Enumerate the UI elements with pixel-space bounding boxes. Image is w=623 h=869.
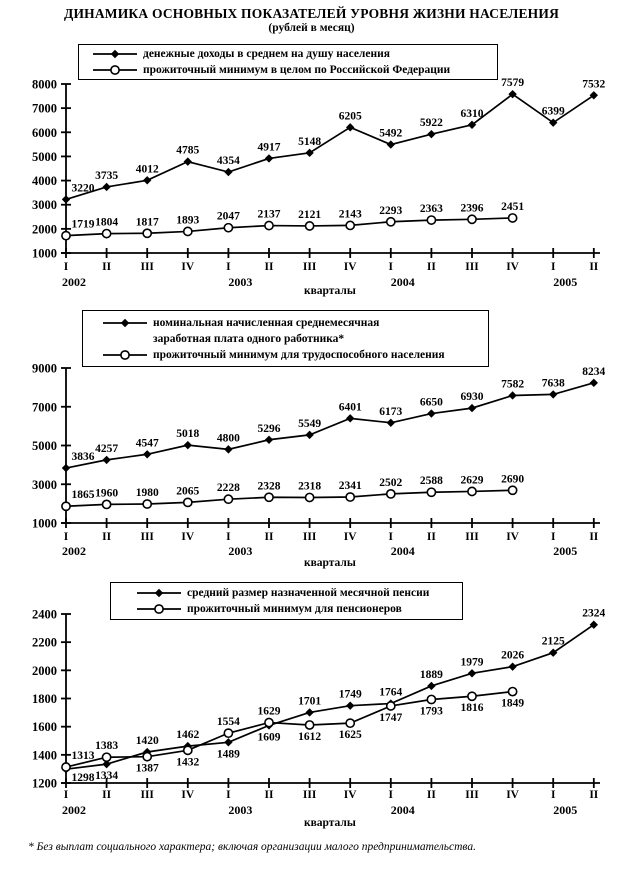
series-line-circle bbox=[66, 218, 513, 236]
quarter-label: II bbox=[426, 789, 436, 801]
legend-entry bbox=[93, 46, 497, 62]
series-marker-diamond bbox=[468, 669, 476, 677]
series-marker-circle bbox=[387, 218, 395, 226]
data-label: 1609 bbox=[257, 731, 281, 744]
year-label: 2003 bbox=[228, 544, 253, 558]
series-marker-circle bbox=[103, 500, 111, 508]
quarter-label: III bbox=[465, 261, 479, 273]
series-marker-diamond bbox=[468, 404, 476, 412]
data-label: 1749 bbox=[338, 688, 362, 701]
quarter-label: III bbox=[140, 261, 154, 273]
data-label: 2125 bbox=[541, 635, 565, 648]
series-marker-circle bbox=[427, 695, 435, 703]
legend-entry bbox=[103, 347, 488, 363]
quarter-label: I bbox=[550, 261, 556, 273]
series-marker-diamond bbox=[224, 445, 232, 453]
legend-entry bbox=[137, 585, 462, 601]
data-label: 1979 bbox=[460, 656, 484, 669]
series-marker-diamond bbox=[102, 456, 110, 464]
series-marker-diamond bbox=[62, 195, 70, 203]
data-label: 4547 bbox=[135, 437, 159, 450]
data-label: 1554 bbox=[216, 716, 240, 729]
data-label: 2690 bbox=[501, 473, 525, 486]
data-label: 1462 bbox=[176, 729, 200, 742]
data-label: 2065 bbox=[176, 485, 200, 498]
series-marker-circle bbox=[184, 746, 192, 754]
year-label: 2003 bbox=[228, 803, 253, 817]
series-marker-diamond bbox=[143, 176, 151, 184]
y-tick-label: 5000 bbox=[32, 439, 57, 453]
data-label: 2588 bbox=[419, 475, 443, 488]
quarter-label: II bbox=[589, 789, 599, 801]
series-marker-circle bbox=[387, 490, 395, 498]
y-tick-label: 2200 bbox=[32, 635, 57, 650]
data-label: 5922 bbox=[419, 117, 443, 130]
quarter-label: IV bbox=[343, 261, 357, 273]
data-label: 2137 bbox=[257, 208, 281, 221]
series-marker-diamond bbox=[346, 123, 354, 131]
quarter-label: IV bbox=[506, 531, 519, 543]
x-axis-title: кварталы bbox=[303, 285, 356, 297]
series-marker-diamond bbox=[265, 154, 273, 162]
quarter-label: I bbox=[63, 261, 69, 273]
series-marker-circle bbox=[468, 215, 476, 223]
data-label: 1764 bbox=[379, 686, 403, 699]
series-marker-circle bbox=[346, 719, 354, 727]
quarter-label: II bbox=[102, 789, 112, 801]
data-label: 4257 bbox=[95, 442, 119, 455]
circle-marker-icon bbox=[93, 64, 137, 76]
y-tick-label: 1600 bbox=[32, 720, 57, 735]
data-label: 1747 bbox=[379, 711, 403, 724]
series-marker-diamond bbox=[102, 183, 110, 191]
series-marker-diamond bbox=[427, 682, 435, 690]
legend-label: прожиточный минимум в целом по Российской Федерации bbox=[143, 64, 451, 76]
data-label: 2143 bbox=[338, 208, 362, 221]
series-marker-diamond bbox=[427, 130, 435, 138]
data-label: 4785 bbox=[176, 144, 200, 157]
series-marker-circle bbox=[468, 692, 476, 700]
series-marker-circle bbox=[184, 498, 192, 506]
data-label: 6401 bbox=[338, 401, 362, 414]
series-marker-circle bbox=[143, 500, 151, 508]
series-marker-circle bbox=[103, 753, 111, 761]
year-label: 2004 bbox=[390, 275, 415, 289]
series-marker-circle bbox=[265, 718, 273, 726]
series-marker-diamond bbox=[549, 390, 557, 398]
page-subtitle: (рублей в месяц) bbox=[268, 22, 355, 34]
x-axis-title: кварталы bbox=[303, 817, 356, 829]
data-label: 2324 bbox=[582, 607, 606, 620]
data-label: 2629 bbox=[460, 474, 484, 487]
data-label: 1849 bbox=[501, 697, 525, 710]
series-marker-circle bbox=[346, 493, 354, 501]
y-tick-label: 4000 bbox=[32, 174, 57, 189]
legend-marker bbox=[155, 605, 163, 613]
legend-label: прожиточный минимум для трудоспособного населения bbox=[153, 348, 445, 361]
quarter-label: IV bbox=[181, 261, 195, 273]
quarter-label: III bbox=[302, 789, 317, 801]
data-label: 7532 bbox=[582, 78, 606, 91]
data-label: 6173 bbox=[379, 405, 403, 418]
quarter-label: II bbox=[264, 531, 274, 543]
data-label: 2318 bbox=[298, 480, 322, 493]
series-marker-circle bbox=[468, 487, 476, 495]
series-marker-diamond bbox=[224, 738, 232, 746]
footnote: * Без выплат социального характера; включая организации малого предпринимательства. bbox=[28, 841, 476, 853]
year-label: 2003 bbox=[228, 275, 253, 289]
data-label: 3220 bbox=[71, 182, 95, 195]
y-tick-label: 5000 bbox=[32, 149, 57, 164]
quarter-label: III bbox=[465, 789, 479, 801]
y-tick-label: 8000 bbox=[32, 77, 57, 92]
y-tick-label: 3000 bbox=[32, 198, 57, 213]
data-label: 1793 bbox=[419, 705, 443, 718]
year-label: 2002 bbox=[62, 803, 86, 817]
series-marker-circle bbox=[103, 229, 111, 237]
series-marker-diamond bbox=[305, 431, 313, 439]
series-marker-circle bbox=[265, 221, 273, 229]
series-marker-circle bbox=[346, 221, 354, 229]
data-label: 1334 bbox=[95, 770, 119, 783]
data-label: 6310 bbox=[460, 107, 484, 120]
legend-entry bbox=[93, 62, 497, 78]
quarter-label: IV bbox=[181, 789, 195, 801]
data-label: 6650 bbox=[419, 396, 443, 409]
quarter-label: IV bbox=[181, 531, 195, 543]
legend-wages bbox=[82, 310, 489, 367]
data-label: 6205 bbox=[338, 110, 362, 123]
legend-pension bbox=[110, 582, 463, 620]
series-marker-diamond bbox=[265, 436, 273, 444]
data-label: 3735 bbox=[95, 169, 119, 182]
series-marker-circle bbox=[265, 493, 273, 501]
data-label: 7579 bbox=[501, 77, 525, 90]
series-marker-diamond bbox=[346, 414, 354, 422]
y-tick-label: 1000 bbox=[32, 516, 57, 531]
quarter-label: I bbox=[63, 789, 69, 801]
data-label: 4917 bbox=[257, 141, 281, 154]
series-marker-diamond bbox=[305, 708, 313, 716]
series-line-diamond bbox=[66, 94, 594, 199]
series-marker-circle bbox=[224, 495, 232, 503]
x-axis-title: кварталы bbox=[303, 557, 356, 569]
year-label: 2005 bbox=[553, 544, 578, 558]
year-label: 2004 bbox=[390, 803, 415, 817]
data-label: 2293 bbox=[379, 204, 403, 217]
quarter-label: I bbox=[63, 531, 69, 543]
series-marker-circle bbox=[224, 729, 232, 737]
y-tick-label: 1000 bbox=[32, 246, 57, 261]
data-label: 2396 bbox=[460, 202, 484, 215]
data-label: 2341 bbox=[338, 480, 362, 493]
series-marker-circle bbox=[306, 493, 314, 501]
year-label: 2002 bbox=[62, 275, 86, 289]
data-label: 5018 bbox=[176, 428, 200, 441]
series-marker-diamond bbox=[62, 464, 70, 472]
data-label: 2047 bbox=[216, 210, 240, 223]
y-tick-label: 1200 bbox=[32, 776, 57, 791]
series-marker-circle bbox=[508, 486, 516, 494]
diamond-marker-icon bbox=[103, 317, 147, 329]
data-label: 5549 bbox=[298, 417, 322, 430]
y-tick-label: 7000 bbox=[32, 101, 57, 116]
quarter-label: I bbox=[550, 531, 556, 543]
legend-marker bbox=[121, 318, 129, 326]
circle-marker-icon bbox=[137, 603, 181, 615]
year-label: 2005 bbox=[553, 275, 578, 289]
y-tick-label: 1400 bbox=[32, 748, 57, 763]
data-label: 4800 bbox=[216, 432, 240, 445]
series-marker-circle bbox=[143, 753, 151, 761]
series-marker-circle bbox=[224, 224, 232, 232]
legend-label: прожиточный минимум для пенсионеров bbox=[187, 603, 402, 615]
data-label: 4012 bbox=[135, 163, 159, 176]
quarter-label: IV bbox=[506, 261, 519, 273]
series-marker-diamond bbox=[346, 701, 354, 709]
data-label: 1432 bbox=[176, 756, 200, 769]
legend-marker bbox=[155, 589, 163, 597]
data-label: 7638 bbox=[541, 377, 565, 390]
data-label: 1865 bbox=[71, 489, 95, 502]
data-label: 1719 bbox=[71, 218, 95, 231]
data-label: 1420 bbox=[135, 735, 159, 748]
data-label: 1489 bbox=[216, 748, 240, 761]
legend-label: денежные доходы в среднем на душу населения bbox=[143, 48, 390, 60]
legend-entry bbox=[103, 315, 488, 331]
series-marker-diamond bbox=[508, 662, 516, 670]
quarter-label: I bbox=[226, 261, 231, 273]
quarter-label: III bbox=[140, 789, 154, 801]
series-marker-diamond bbox=[387, 419, 395, 427]
y-tick-label: 2400 bbox=[32, 607, 57, 622]
y-tick-label: 6000 bbox=[32, 125, 57, 140]
legend-marker bbox=[111, 66, 119, 74]
series-marker-circle bbox=[62, 232, 70, 240]
legend-label: номинальная начисленная среднемесячная bbox=[153, 316, 380, 329]
quarter-label: II bbox=[589, 531, 599, 543]
series-marker-circle bbox=[508, 214, 516, 222]
y-tick-label: 2000 bbox=[32, 663, 57, 678]
legend-label: заработная плата одного работника* bbox=[153, 332, 345, 345]
series-marker-diamond bbox=[184, 441, 192, 449]
series-line-circle bbox=[66, 490, 513, 506]
quarter-label: II bbox=[102, 531, 112, 543]
series-marker-diamond bbox=[184, 157, 192, 165]
legend-entry bbox=[103, 331, 488, 347]
data-label: 7582 bbox=[501, 378, 525, 391]
data-label: 1298 bbox=[71, 772, 95, 784]
quarter-label: II bbox=[264, 789, 274, 801]
quarter-label: I bbox=[388, 531, 394, 543]
quarter-label: II bbox=[264, 261, 274, 273]
circle-marker-icon bbox=[103, 349, 147, 361]
data-label: 1387 bbox=[135, 762, 159, 775]
data-label: 2451 bbox=[501, 200, 525, 213]
quarter-label: I bbox=[550, 789, 556, 801]
quarter-label: II bbox=[589, 261, 599, 273]
legend-income bbox=[78, 44, 498, 80]
series-marker-circle bbox=[387, 702, 395, 710]
data-label: 6399 bbox=[541, 105, 565, 118]
quarter-label: IV bbox=[506, 789, 519, 801]
data-label: 1383 bbox=[95, 740, 119, 753]
series-marker-circle bbox=[184, 227, 192, 235]
data-label: 4354 bbox=[216, 155, 240, 168]
series-marker-diamond bbox=[590, 379, 598, 387]
quarter-label: III bbox=[302, 531, 317, 543]
data-label: 5148 bbox=[298, 135, 322, 148]
data-label: 1980 bbox=[135, 487, 159, 500]
quarter-label: IV bbox=[343, 789, 357, 801]
data-label: 3836 bbox=[71, 451, 95, 464]
y-tick-label: 7000 bbox=[32, 400, 57, 415]
page-title: ДИНАМИКА ОСНОВНЫХ ПОКАЗАТЕЛЕЙ УРОВНЯ ЖИЗНИ НАСЕЛЕНИЯ bbox=[63, 6, 560, 21]
legend-marker bbox=[111, 50, 119, 58]
data-label: 2328 bbox=[257, 480, 281, 493]
data-label: 1313 bbox=[71, 750, 95, 763]
data-label: 2363 bbox=[419, 203, 443, 216]
quarter-label: II bbox=[102, 261, 112, 273]
data-label: 2026 bbox=[501, 649, 525, 662]
series-marker-circle bbox=[306, 721, 314, 729]
diamond-marker-icon bbox=[137, 587, 181, 599]
series-marker-diamond bbox=[143, 450, 151, 458]
data-label: 2121 bbox=[298, 208, 322, 221]
data-label: 6930 bbox=[460, 391, 484, 404]
data-label: 5492 bbox=[379, 127, 403, 140]
data-label: 8234 bbox=[582, 365, 606, 378]
data-label: 1816 bbox=[460, 702, 484, 715]
series-marker-circle bbox=[62, 502, 70, 510]
legend-entry bbox=[137, 601, 462, 617]
series-marker-circle bbox=[427, 216, 435, 224]
series-marker-diamond bbox=[387, 140, 395, 148]
quarter-label: I bbox=[388, 789, 394, 801]
year-label: 2005 bbox=[553, 803, 578, 817]
series-marker-diamond bbox=[224, 168, 232, 176]
data-label: 2228 bbox=[216, 482, 240, 495]
data-label: 1893 bbox=[176, 214, 200, 227]
data-label: 5296 bbox=[257, 422, 281, 435]
data-label: 1960 bbox=[95, 487, 119, 500]
data-label: 1817 bbox=[135, 216, 159, 229]
quarter-label: I bbox=[388, 261, 394, 273]
data-label: 1612 bbox=[298, 730, 322, 743]
quarter-label: III bbox=[140, 531, 154, 543]
data-label: 1889 bbox=[419, 668, 443, 681]
y-tick-label: 3000 bbox=[32, 477, 57, 492]
quarter-label: I bbox=[226, 789, 231, 801]
series-marker-circle bbox=[427, 488, 435, 496]
data-label: 1625 bbox=[338, 729, 362, 742]
y-tick-label: 9000 bbox=[32, 361, 57, 376]
quarter-label: IV bbox=[343, 531, 357, 543]
series-marker-circle bbox=[62, 763, 70, 771]
quarter-label: I bbox=[226, 531, 231, 543]
quarter-label: II bbox=[426, 261, 436, 273]
series-marker-diamond bbox=[427, 409, 435, 417]
y-tick-label: 1800 bbox=[32, 692, 57, 706]
series-marker-circle bbox=[306, 222, 314, 230]
series-marker-diamond bbox=[508, 391, 516, 399]
diamond-marker-icon bbox=[93, 48, 137, 60]
year-label: 2002 bbox=[62, 544, 86, 558]
data-label: 1701 bbox=[298, 695, 322, 708]
data-label: 2502 bbox=[379, 476, 403, 489]
quarter-label: II bbox=[426, 531, 436, 543]
y-tick-label: 2000 bbox=[32, 222, 57, 237]
series-marker-diamond bbox=[305, 149, 313, 157]
data-label: 1629 bbox=[257, 705, 281, 718]
quarter-label: III bbox=[302, 261, 317, 273]
quarter-label: III bbox=[465, 531, 479, 543]
series-marker-circle bbox=[143, 229, 151, 237]
year-label: 2004 bbox=[390, 544, 415, 558]
legend-label: средний размер назначенной месячной пенсии bbox=[187, 587, 430, 599]
legend-marker bbox=[121, 350, 129, 358]
series-marker-circle bbox=[508, 687, 516, 695]
data-label: 1804 bbox=[95, 216, 119, 229]
